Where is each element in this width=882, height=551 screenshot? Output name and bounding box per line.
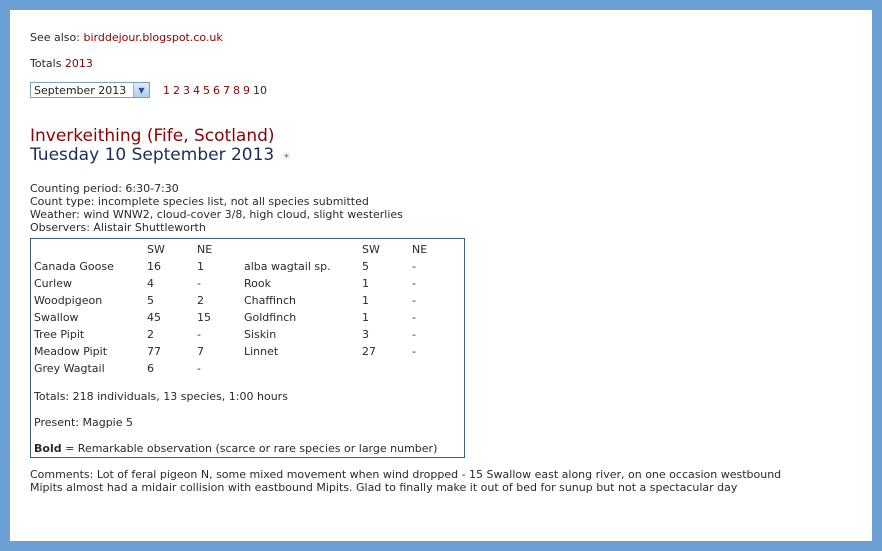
comments: Comments: Lot of feral pigeon N, some mixed movement when wind dropped - 15 Swallow east along river, on one occasion westbound Mipits almost had a midair collision with eastbound Mipits. Glad to finally make it out of bed for sunup but not a spectacular day	[30, 468, 782, 494]
weather: Weather: wind WNW2, cloud-cover 3/8, high cloud, slight westerlies	[30, 208, 403, 221]
table-cell: -	[412, 328, 416, 341]
table-cell: Goldfinch	[244, 311, 297, 324]
count-info	[30, 182, 830, 234]
page-links	[163, 84, 267, 97]
page-link[interactable]: 6	[213, 83, 220, 97]
table-cell: alba wagtail sp.	[244, 260, 331, 273]
table-cell: Meadow Pipit	[34, 345, 108, 358]
table-cell: 5	[362, 260, 369, 273]
table-cell: Woodpigeon	[34, 294, 103, 307]
page-link[interactable]: 10	[253, 83, 267, 97]
table-cell: 45	[147, 311, 161, 324]
table-cell: Grey Wagtail	[34, 362, 105, 375]
column-header: SW	[147, 243, 165, 256]
table-cell: Tree Pipit	[34, 328, 85, 341]
see-also	[30, 31, 830, 45]
table-cell: Siskin	[244, 328, 277, 341]
table-cell: -	[412, 294, 416, 307]
column-header	[244, 241, 362, 258]
month-select-value: September 2013	[34, 83, 127, 97]
table-cell: 6	[147, 362, 154, 375]
totals-line	[30, 57, 830, 71]
table-row	[34, 343, 452, 360]
present: Present: Magpie 5	[34, 416, 133, 429]
table-cell: 1	[362, 277, 369, 290]
table-cell	[412, 360, 452, 377]
table-cell: Chaffinch	[244, 294, 297, 307]
date-heading	[30, 146, 830, 165]
table-cell: 15	[197, 311, 211, 324]
month-navigation	[30, 81, 830, 99]
table-cell: 2	[197, 294, 204, 307]
table-cell: -	[412, 311, 416, 324]
table-cell: -	[197, 328, 201, 341]
table-header-row	[34, 241, 452, 258]
counting-period: Counting period: 6:30-7:30	[30, 182, 179, 195]
table-cell: Rook	[244, 277, 271, 290]
legend-bold: Bold	[34, 442, 62, 455]
chevron-down-icon[interactable]: ▼	[133, 83, 149, 97]
count-type: Count type: incomplete species list, not all species submitted	[30, 195, 369, 208]
column-header	[34, 241, 147, 258]
table-cell: 16	[147, 260, 161, 273]
table-body	[34, 258, 452, 377]
table-cell: Curlew	[34, 277, 72, 290]
legend-text: = Remarkable observation (scarce or rare species or large number)	[61, 442, 438, 455]
species-table	[34, 241, 452, 377]
table-cell: Linnet	[244, 345, 279, 358]
table-cell: 4	[147, 277, 154, 290]
page-link[interactable]: 7	[223, 83, 230, 97]
column-header: NE	[197, 243, 213, 256]
table-cell: 1	[362, 294, 369, 307]
content-panel	[10, 10, 872, 541]
page-link[interactable]: 1	[163, 83, 170, 97]
page-link[interactable]: 2	[173, 83, 180, 97]
totals-label: Totals	[30, 57, 62, 70]
table-cell: Canada Goose	[34, 260, 114, 273]
page-link[interactable]: 3	[183, 83, 190, 97]
observers: Observers: Alistair Shuttleworth	[30, 221, 206, 234]
table-cell	[362, 360, 412, 377]
table-cell: 2	[147, 328, 154, 341]
table-cell: 5	[147, 294, 154, 307]
table-cell: 77	[147, 345, 161, 358]
column-header: NE	[412, 243, 428, 256]
table-cell: 27	[362, 345, 376, 358]
column-header: SW	[362, 243, 380, 256]
see-also-label: See also:	[30, 31, 80, 44]
table-cell: -	[197, 362, 201, 375]
month-select[interactable]	[30, 82, 150, 98]
table-cell: 1	[362, 311, 369, 324]
main-content	[30, 30, 830, 494]
table-cell: Swallow	[34, 311, 79, 324]
table-row	[34, 326, 452, 343]
table-cell: -	[197, 277, 201, 290]
species-box	[30, 238, 465, 458]
page-link[interactable]: 9	[243, 83, 250, 97]
table-row	[34, 275, 452, 292]
table-cell: -	[412, 260, 416, 273]
location-title: Inverkeithing (Fife, Scotland)	[30, 126, 275, 146]
summary: Totals: 218 individuals, 13 species, 1:00 hours	[34, 390, 288, 403]
legend	[34, 442, 464, 455]
table-cell: 7	[197, 345, 204, 358]
see-also-link[interactable]: birddejour.blogspot.co.uk	[83, 31, 223, 44]
table-cell	[244, 360, 362, 377]
page-link[interactable]: 8	[233, 83, 240, 97]
sun-icon: ☀	[282, 152, 291, 162]
totals-year-link[interactable]: 2013	[64, 57, 93, 70]
page-link[interactable]: 5	[203, 83, 210, 97]
table-cell: -	[412, 345, 416, 358]
date-text: Tuesday 10 September 2013	[30, 145, 275, 165]
table-row	[34, 309, 452, 326]
table-row	[34, 258, 452, 275]
table-row	[34, 360, 452, 377]
page-link[interactable]: 4	[193, 83, 200, 97]
table-cell: 3	[362, 328, 369, 341]
table-row	[34, 292, 452, 309]
table-cell: 1	[197, 260, 204, 273]
table-cell: -	[412, 277, 416, 290]
